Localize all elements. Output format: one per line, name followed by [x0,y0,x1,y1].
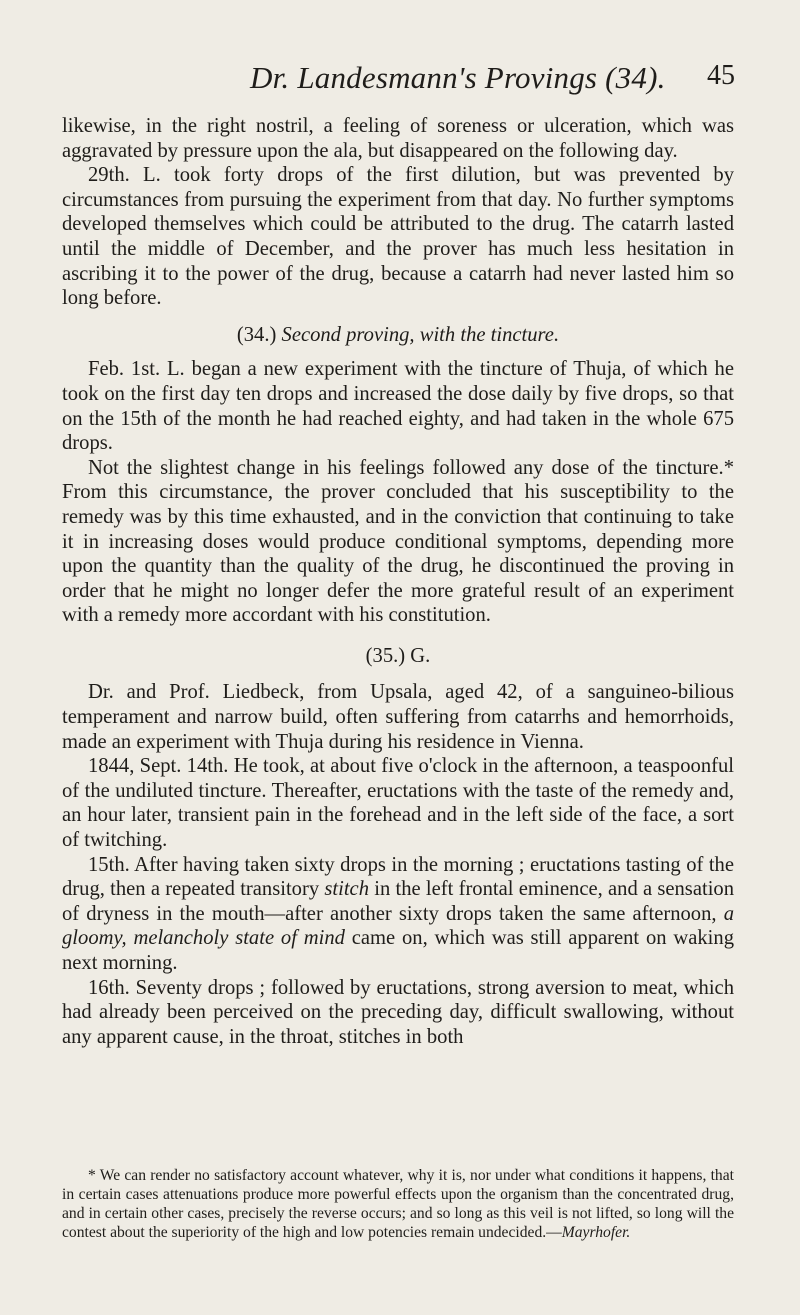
paragraph: 16th. Seventy drops ; followed by eructations, strong aversion to meat, which had already been perceived on the preceding day, difficult swallowing, without any apparent cause, in the throat, stitches in both [62,976,734,1048]
section-heading: (35.) G. [365,644,431,667]
paragraph: Dr. and Prof. Liedbeck, from Upsala, aged 42, of a sanguineo-bilious temperament and narrow build, often suffering from catarrhs and hemorrhoids, made an experiment with Thuja during his residence in Vienna. [62,681,734,753]
running-header [250,60,735,100]
page-number: 45 [707,60,735,91]
paragraph: 29th. L. took forty drops of the first dilution, but was prevented by circumstances from pursuing the experiment from that day. No further symptoms developed themselves which could be attributed to the drug. The catarrh lasted until the middle of December, and the prover has much less hesitation in ascribing it to the power of the drug, because a catarrh had never lasted him so long before. [62,164,734,310]
running-title: Dr. Landesmann's Provings (34). [250,60,666,95]
footnote-text: * We can render no satisfactory account whatever, why it is, nor under what conditions it happens, that in certain cases attenuations produce more powerful effects upon the organism than the concentrated drug, and in certain other cases, precisely the reverse occurs; and so long as this veil is not lifted, so long will the contest about the superiority of the high and low potencies remain undecided.— [62,1167,734,1241]
emphasis: a gloomy, melancholy state of mind [62,902,734,950]
section-number: (34.) [236,323,277,346]
text-run: came on, which was still apparent on waking next morning. [62,927,734,974]
paragraph: likewise, in the right nostril, a feeling of soreness or ulceration, which was aggravated by pressure upon the ala, but disappeared on the following day. [62,115,734,162]
main-text [62,114,734,1049]
paragraph: 1844, Sept. 14th. He took, at about five o'clock in the afternoon, a teaspoonful of the undiluted tincture. Thereafter, eructations with the taste of the remedy and, an hour later, transient pain in the forehead and in the left side of the face, a sort of twitching. [62,755,734,852]
footnote-signature: Mayrhofer. [561,1224,631,1241]
emphasis: stitch [324,878,369,901]
footnote [62,1166,734,1242]
paragraph: Feb. 1st. L. began a new experiment with the tincture of Thuja, of which he took on the first day ten drops and increased the dose daily by five drops, so that on the 15th of the month he had reached eighty, and had taken in the whole 675 drops. [62,358,734,455]
text-run: 15th. After having taken sixty drops in the morning ; eructations tasting of the drug, then a repeated transitory [62,853,734,901]
paragraph [62,853,734,976]
section-heading [62,323,734,348]
text-run: in the left frontal eminence, and a sensation of dryness in the mouth—after another sixty drops taken the same afternoon, [62,878,735,925]
section-title: Second proving, with the tincture. [281,323,560,346]
paragraph: Not the slightest change in his feelings followed any dose of the tincture.* From this circumstance, the prover concluded that his susceptibility to the remedy was by this time exhausted, and in the conviction that continuing to take it in increasing doses would produce conditional symptoms, depending more upon the quantity than the quality of the drug, he discontinued the proving in order that he might no longer defer the more grateful result of an experiment with a remedy more accordant with his constitution. [62,456,734,627]
